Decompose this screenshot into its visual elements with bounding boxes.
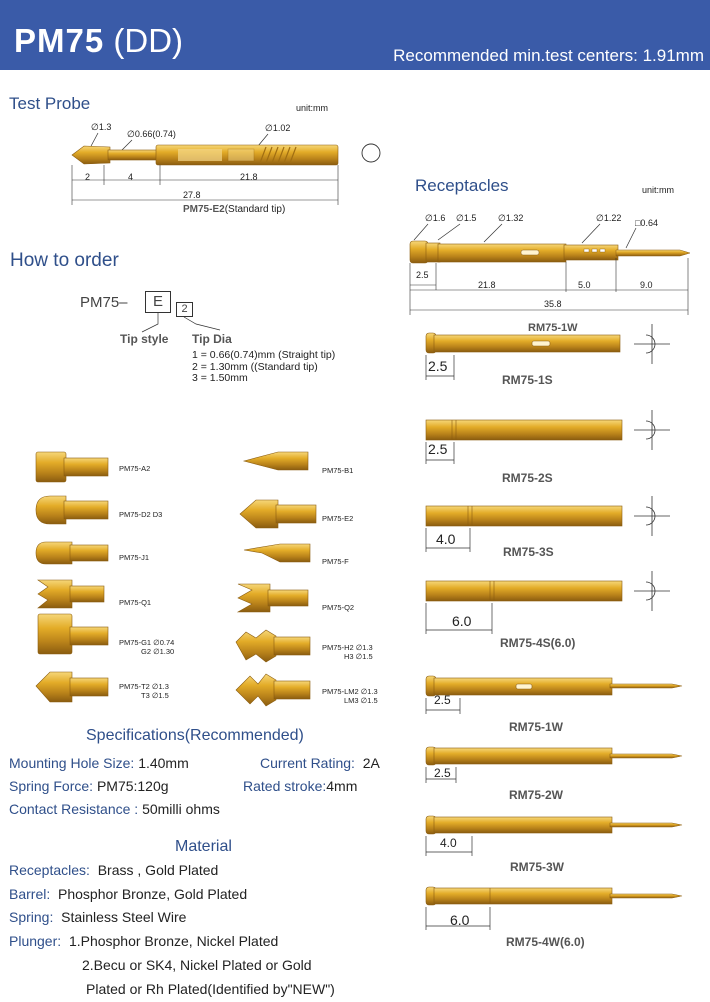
rec-1w-name: RM75-1W — [509, 720, 564, 734]
tip-left-4-label: PM75-Q1 — [119, 598, 152, 607]
tip-dia-options: 1 = 0.66(0.74)mm (Straight tip) 2 = 1.30mm ((Standard tip) 3 = 1.50mm — [192, 349, 336, 384]
tip-right-4-label: PM75-Q2 — [322, 603, 355, 612]
rec-1s-name: RM75-1S — [502, 373, 553, 387]
tip-dia-label: Tip Dia — [192, 332, 232, 346]
rec-4s-name: RM75-4S(6.0) — [500, 636, 576, 650]
probe-dim-c: 21.8 — [240, 172, 258, 182]
spec-current: Current Rating: 2A — [260, 755, 380, 771]
material-receptacles: Receptacles: Brass , Gold Plated — [9, 862, 219, 878]
rec-1w-dim: 2.5 — [434, 693, 451, 707]
rec-dia-3: ∅1.32 — [498, 213, 524, 223]
probe-dim-total: 27.8 — [183, 190, 201, 200]
tip-left-5-label2: G2 ∅1.30 — [141, 647, 175, 656]
tip-right-3-label: PM75-F — [322, 557, 349, 566]
receptacles-heading: Receptacles — [415, 176, 509, 195]
rec-4s-dim: 6.0 — [452, 613, 472, 629]
material-plunger: Plunger: 1.Phosphor Bronze, Nickel Plated — [9, 933, 279, 949]
test-probe-heading: Test Probe — [9, 94, 91, 113]
spec-contact: Contact Resistance : 50milli ohms — [9, 801, 220, 817]
probe-dia-inner: ∅0.66(0.74) — [127, 129, 176, 139]
order-prefix: PM75– — [80, 294, 128, 311]
rec-dim-b: 21.8 — [478, 280, 496, 290]
probe-dia-tip: ∅1.3 — [91, 122, 112, 132]
probe-dim-a: 2 — [85, 172, 91, 182]
rec-main-caption: RM75-1W — [528, 322, 578, 334]
tip-left-3-label: PM75-J1 — [119, 553, 150, 562]
material-barrel: Barrel: Phosphor Bronze, Gold Plated — [9, 886, 248, 902]
tip-left-1-label: PM75-A2 — [119, 464, 151, 473]
tip-right-6-label2: LM3 ∅1.5 — [344, 696, 378, 705]
tip-right-1-label: PM75-B1 — [322, 466, 354, 475]
test-probe-unit: unit:mm — [296, 103, 329, 113]
tip-left-6-label: PM75-T2 ∅1.3 — [119, 682, 169, 691]
rec-dia-5: □0.64 — [635, 218, 658, 228]
recommended-test-centers: Recommended min.test centers: 1.91mm — [393, 46, 704, 65]
rec-4w-dim: 6.0 — [450, 912, 470, 928]
rec-2s-dim: 2.5 — [428, 441, 448, 457]
probe-caption: PM75-E2(Standard tip) — [183, 204, 286, 215]
probe-dia-barrel: ∅1.02 — [265, 123, 291, 133]
rec-3s-dim: 4.0 — [436, 531, 456, 547]
specifications-heading: Specifications(Recommended) — [86, 727, 304, 744]
rec-4w-name: RM75-4W(6.0) — [506, 935, 585, 949]
rec-2w-dim: 2.5 — [434, 766, 451, 780]
rec-2w-name: RM75-2W — [509, 788, 564, 802]
tip-left-6-label2: T3 ∅1.5 — [141, 691, 169, 700]
how-to-order-heading: How to order — [10, 250, 119, 271]
order-style-box: E — [145, 291, 171, 313]
rec-3w-name: RM75-3W — [510, 860, 565, 874]
material-spring: Spring: Stainless Steel Wire — [9, 909, 187, 925]
rec-dia-4: ∅1.22 — [596, 213, 622, 223]
rec-2s-name: RM75-2S — [502, 471, 553, 485]
tip-right-6-label: PM75-LM2 ∅1.3 — [322, 687, 378, 696]
spec-stroke: Rated stroke:4mm — [243, 778, 358, 794]
rec-dim-a: 2.5 — [416, 270, 429, 280]
tip-right-5-label: PM75-H2 ∅1.3 — [322, 643, 373, 652]
rec-dim-c: 5.0 — [578, 280, 591, 290]
material-plunger-line3: Plated or Rh Plated(Identified by"NEW") — [86, 981, 335, 997]
rec-dim-total: 35.8 — [544, 299, 562, 309]
spec-mounting: Mounting Hole Size: 1.40mm — [9, 755, 189, 771]
order-dia-box: 2 — [176, 302, 193, 317]
rec-dia-2: ∅1.5 — [456, 213, 477, 223]
spec-spring: Spring Force: PM75:120g — [9, 778, 169, 794]
rec-3s-name: RM75-3S — [503, 545, 554, 559]
tip-style-label: Tip style — [120, 332, 169, 346]
probe-dim-b: 4 — [128, 172, 134, 182]
tip-left-5-label: PM75-G1 ∅0.74 — [119, 638, 175, 647]
rec-1s-dim: 2.5 — [428, 358, 448, 374]
material-heading: Material — [175, 838, 232, 855]
product-title: PM75 (DD) — [14, 22, 184, 59]
rec-dim-d: 9.0 — [640, 280, 653, 290]
tip-right-5-label2: H3 ∅1.5 — [344, 652, 373, 661]
receptacles-unit: unit:mm — [642, 185, 675, 195]
material-plunger-line2: 2.Becu or SK4, Nickel Plated or Gold — [82, 957, 312, 973]
tip-right-2-label: PM75-E2 — [322, 514, 354, 523]
rec-3w-dim: 4.0 — [440, 836, 457, 850]
rec-dia-1: ∅1.6 — [425, 213, 446, 223]
tip-left-2-label: PM75-D2 D3 — [119, 510, 163, 519]
